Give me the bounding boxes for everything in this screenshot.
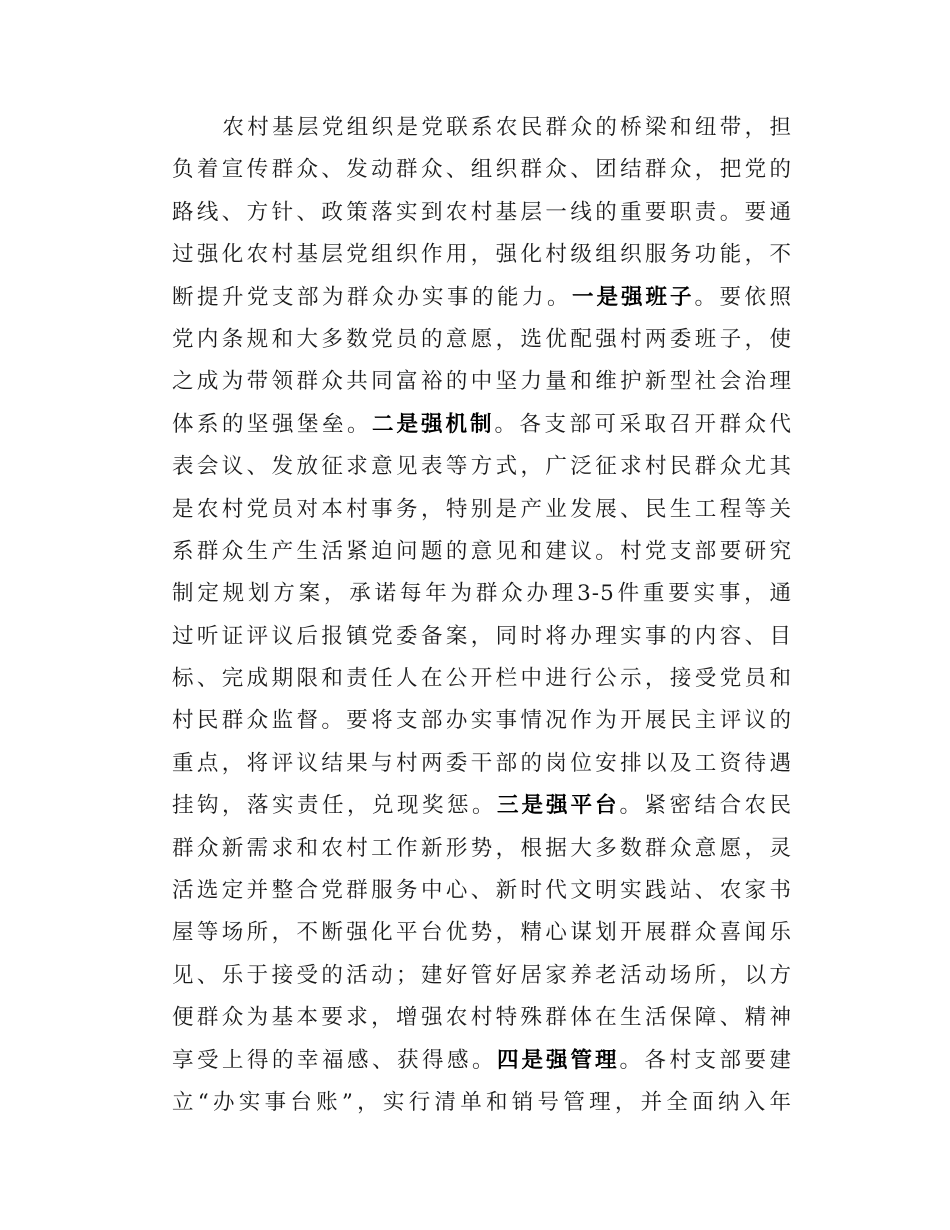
bold-heading-strong-mechanism: 二是强机制 xyxy=(372,411,495,437)
bold-heading-strong-platform: 三是强平台 xyxy=(496,793,620,819)
text-line xyxy=(172,616,792,658)
text-run: 重点，将评议结果与村两委干部的岗位安排以及工资待遇 xyxy=(172,750,792,776)
text-run: 群众新需求和农村工作新形势，根据大多数群众意愿，灵 xyxy=(172,835,792,861)
text-line xyxy=(172,531,792,573)
text-run: 活选定并整合党群服务中心、新时代文明实践站、农家书 xyxy=(172,878,792,904)
text-line xyxy=(172,658,792,700)
text-line xyxy=(172,785,792,827)
text-run: 挂钩，落实责任，兑现奖惩。 xyxy=(172,793,497,819)
text-line xyxy=(172,743,792,785)
text-run: 。各村支部要建 xyxy=(619,1047,792,1073)
text-line xyxy=(172,828,792,870)
text-line xyxy=(172,1040,792,1082)
text-line xyxy=(172,234,792,276)
text-run: 标、完成期限和责任人在公开栏中进行公示，接受党员和 xyxy=(172,666,792,692)
text-run: 屋等场所，不断强化平台优势，精心谋划开展群众喜闻乐 xyxy=(172,920,792,946)
text-line xyxy=(172,912,792,954)
text-line xyxy=(172,404,792,446)
text-run: 系群众生产生活紧迫问题的意见和建议。村党支部要研究 xyxy=(172,538,792,564)
text-run: 便群众为基本要求，增强农村特殊群体在生活保障、精神 xyxy=(172,1005,792,1031)
text-run: 立“办实事台账”，实行清单和销号管理，并全面纳入年 xyxy=(172,1089,792,1115)
text-line xyxy=(172,319,792,361)
text-run: 断提升党支部为群众办实事的能力。 xyxy=(172,284,572,310)
text-line xyxy=(172,1082,792,1124)
text-line xyxy=(172,192,792,234)
text-line xyxy=(172,149,792,191)
text-run: 路线、方针、政策落实到农村基层一线的重要职责。要通 xyxy=(172,199,792,225)
text-run: 。紧密结合农民 xyxy=(619,793,792,819)
text-line xyxy=(172,700,792,742)
text-line xyxy=(172,446,792,488)
text-line xyxy=(172,955,792,997)
text-run: 体系的坚强堡垒。 xyxy=(172,411,372,437)
text-run: 农村基层党组织是党联系农民群众的桥梁和纽带，担 xyxy=(220,115,792,140)
text-line xyxy=(172,573,792,615)
text-line xyxy=(172,489,792,531)
text-run: 村民群众监督。要将支部办实事情况作为开展民主评议的 xyxy=(172,708,792,734)
text-run: 。各支部可采取召开群众代 xyxy=(494,411,792,437)
text-run: 是农村党员对本村事务，特别是产业发展、民生工程等关 xyxy=(172,496,792,522)
text-line xyxy=(172,277,792,319)
text-line xyxy=(172,361,792,403)
body-paragraph xyxy=(172,107,792,1124)
text-run: 过强化农村基层党组织作用，强化村级组织服务功能，不 xyxy=(172,242,792,268)
text-line xyxy=(172,870,792,912)
bold-heading-strong-team: 一是强班子 xyxy=(571,284,695,310)
text-run: 负着宣传群众、发动群众、组织群众、团结群众，把党的 xyxy=(172,157,792,183)
text-line xyxy=(172,997,792,1039)
text-run: 制定规划方案，承诺每年为群众办理3-5件重要实事，通 xyxy=(172,581,792,607)
text-run: 表会议、发放征求意见表等方式，广泛征求村民群众尤其 xyxy=(172,454,792,480)
text-run: 过听证评议后报镇党委备案，同时将办理实事的内容、目 xyxy=(172,623,792,649)
bold-heading-strong-management: 四是强管理 xyxy=(496,1047,620,1073)
text-run: 享受上得的幸福感、获得感。 xyxy=(172,1047,497,1073)
text-run: 党内条规和大多数党员的意愿，选优配强村两委班子，使 xyxy=(172,326,792,352)
text-run: 见、乐于接受的活动；建好管好居家养老活动场所，以方 xyxy=(172,962,792,988)
text-line xyxy=(172,107,792,149)
text-run: 之成为带领群众共同富裕的中坚力量和维护新型社会治理 xyxy=(172,369,792,395)
text-run: 。要依照 xyxy=(694,284,792,310)
